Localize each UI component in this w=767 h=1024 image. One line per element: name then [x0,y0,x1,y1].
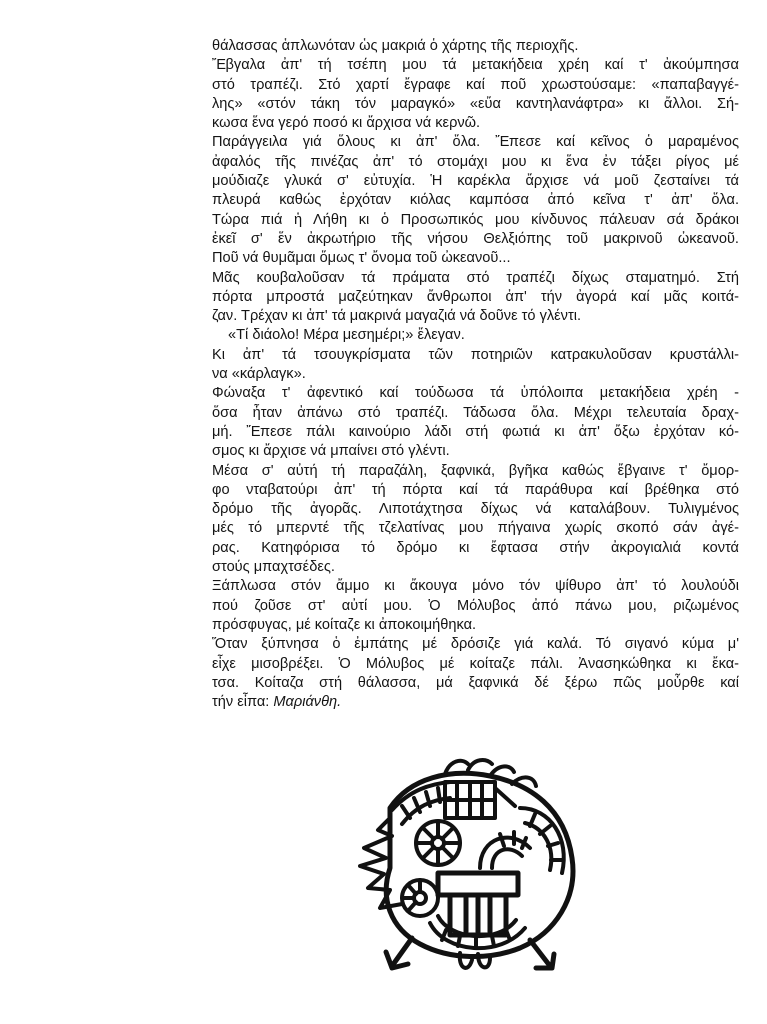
text-line-content: Ποῦ νά θυμᾶμαι ὅμως τ' ὄνομα τοῦ ὠκεανοῦ... [212,250,511,267]
text-line-content: Ξάπλωσα στόν ἄμμο κι ἄκουγα μόνο τόν ψίθυρο ἀπ' τό λουλούδι [212,578,739,595]
text-line [212,539,739,558]
text-line-content: Τώρα πιά ἡ Λήθη κι ὁ Προσωπικός μου κίνδυνος πάλευαν σά δράκοι [212,211,739,228]
text-line [212,558,739,577]
text-line [212,133,739,152]
text-line-content: λης» «στόν τάκη τόν μαραγκό» «εὔα καντηλανάφτρα» κι ἄλλοι. Σή- [212,95,739,112]
body-text [212,37,739,712]
text-line-content: μή. Ἔπεσε πάλι καινούριο λάδι στή φωτιά κι ἀπ' ὄξω ἐρχόταν κό- [212,423,739,440]
text-line [212,655,739,674]
text-line-content: τσα. Κοίταζα στή θάλασσα, μά ξαφνικά δέ ξέρω πῶς μοὖρθε καί [212,674,739,691]
text-line [212,442,739,461]
text-line-content: θάλασσας ἁπλωνόταν ὡς μακριά ὁ χάρτης τῆς περιοχῆς. [212,38,579,54]
text-line [212,326,739,345]
text-line [212,500,739,519]
text-line [212,191,739,210]
text-line-content: Παράγγειλα γιά ὅλους κι ἀπ' ὅλα. Ἔπεσε καί κεῖνος ὁ μαραμένος [212,134,739,151]
text-line [212,462,739,481]
text-line-content: ὅσα ἦταν ἀπάνω στό τραπέζι. Τάδωσα ὅλα. Μέχρι τελευταία δραχ- [212,404,739,421]
text-line [212,481,739,500]
text-line [212,635,739,654]
text-line [212,76,739,95]
text-line-content: Φώναξα τ' ἀφεντικό καί τούδωσα τά ὑπόλοιπα μετακήδεια χρέη - [212,385,739,402]
text-line-content: στούς μπαχτσέδες. [212,559,335,576]
text-line-content: σμος κι ἄρχισε νά μπαίνει στό γλέντι. [212,443,450,460]
text-line-content: πλευρά καθώς ἐρχόταν κιόλας καμπόσα ἀπό κεῖνα τ' ἀπ' ὅλα. [212,192,739,209]
text-line-content: κωσα ἕνα γερό ποσό κι ἄρχισα νά κερνῶ. [212,115,481,132]
text-line [212,616,739,635]
text-line [212,404,739,423]
text-line [212,114,739,133]
text-line-content: εἶχε μισοβρέξει. Ὁ Μόλυβος μέ κοίταζε πάλι. Ἀνασηκώθηκα κι ἔκα- [212,655,739,672]
text-line-content: πόρτα μπροστά μαζεύτηκαν ἄνθρωποι ἀπ' τήν ἀγορά καί μᾶς κοιτά- [212,288,739,305]
text-line [212,423,739,442]
text-line [212,519,739,538]
text-line [212,346,739,365]
text-line [212,307,739,326]
text-line [212,384,739,403]
text-line [212,674,739,693]
text-line-content: φο νταβατούρι ἀπ' τή πόρτα καί τά παράθυρα καί βρέθηκα στό [212,481,739,498]
text-line-content: μούδιαζε γλυκά σ' εὐτυχία. Ἡ καρέκλα ἄρχισε νά μοῦ ζεσταίνει τά [212,173,739,190]
text-line [212,230,739,249]
text-line-content: Μᾶς κουβαλοῦσαν τά πράματα στό τραπέζι δίχως σταματημό. Στή [212,269,739,286]
text-line-content: πού ζοῦσε στ' αὐτί μου. Ὁ Μόλυβος ἀπό πάνω μου, ριζωμένος [212,597,739,614]
italic-name: Μαριάνθη. [273,694,342,711]
text-line-content: να «κάρλαγκ». [212,366,306,383]
text-line [212,693,739,712]
text-line [212,95,739,114]
text-line [212,597,739,616]
text-line-content: Ἔβγαλα ἀπ' τή τσέπη μου τά μετακήδεια χρέη καί τ' ἀκούμπησα [212,57,739,74]
text-line-content: ἀφαλός τῆς πινέζας ἀπ' τό στομάχι μου κι ἕνα ἐν τάξει ρίγος μέ [212,153,739,170]
text-line [212,288,739,307]
text-line-content: ζαν. Τρέχαν κι ἀπ' τά μακρινά μαγαζιά νά δοῦνε τό γλέντι. [212,308,582,325]
text-line [212,365,739,384]
text-line-content: Ὅταν ξύπνησα ὁ ἐμπάτης μέ δρόσιζε γιά καλά. Τό σιγανό κύμα μ' [212,636,739,653]
text-line [212,249,739,268]
text-line [212,172,739,191]
text-line-content: τήν εἶπα: [212,694,274,711]
text-line-content: δρόμο τῆς ἀγορᾶς. Λιποτάχτησα δίχως νά καταλάβουν. Τυλιγμένος [212,501,739,518]
text-line [212,56,739,75]
text-line-content: μές τό μπερντέ τῆς τζελατίνας μου πήγαινα χωρίς σκοπό σάν ἀγέ- [212,520,739,537]
text-line-content: Μέσα σ' αὐτή τή παραζάλη, ξαφνικά, βγῆκα καθώς ἔβγαινε τ' ὄμορ- [212,462,739,479]
text-line-content: πρόσφυγας, μέ κοίταζε κι ἀποκοιμήθηκα. [212,616,477,633]
text-line [212,211,739,230]
text-line-content: ἐκεῖ σ' ἕν ἀκρωτήριο τῆς νήσου Θελξιόπης τοῦ μακρινοῦ ὠκεανοῦ. [212,230,739,247]
text-line [212,577,739,596]
text-line-content: ρας. Κατηφόρισα τό δρόμο κι ἔφτασα στήν ἀκρογιαλιά κοντά [212,539,739,556]
text-line-content: Κι ἀπ' τά τσουγκρίσματα τῶν ποτηριῶν κατρακυλοῦσαν κρυστάλλι- [212,346,739,363]
text-line [212,153,739,172]
text-line-content: στό τραπέζι. Στό χαρτί ἔγραφε καί ποῦ χρωστούσαμε: «παπαβαγγέ- [212,76,739,93]
text-line [212,269,739,288]
text-line [212,37,739,56]
text-line-content: «Τί διάολο! Μέρα μεσημέρι;» ἔλεγαν. [228,327,465,344]
decorative-ornament-illustration [350,748,582,980]
